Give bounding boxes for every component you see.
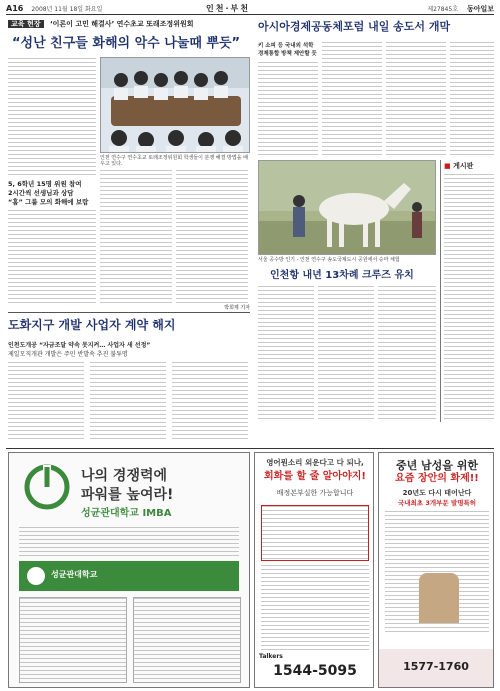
students-photo: [100, 57, 250, 153]
issue-date: 2008년 11월 18일 화요일: [31, 6, 103, 13]
article2-subheads: 키 소피 등 국내외 석학 경제통합 방책 제안할 듯: [258, 43, 317, 57]
imba-ad[interactable]: [8, 452, 250, 688]
imba-ad-schedule: [133, 597, 241, 683]
article2-body-col2: [322, 42, 382, 158]
article2-body-col1: [258, 62, 318, 158]
article4-body-col3: [172, 362, 248, 442]
power-icon: [23, 463, 71, 511]
article1-body-col1: [8, 210, 96, 305]
english-ad-phone: 1544-5095: [273, 663, 357, 679]
english-ad-line1: 영어뭔소리 외운다고 다 되나,: [266, 458, 364, 467]
article3-headline: 인천항 내년 13차례 크루즈 유치: [270, 270, 414, 281]
university-logo-icon: [27, 567, 45, 585]
article4-subhead2: 제일모직개관 개발은 주민 반발속 추진 불투명: [8, 351, 128, 358]
ad-divider: [6, 448, 494, 449]
health-ad-line1: 중년 남성을 위한: [395, 459, 479, 472]
page-header: [6, 3, 494, 15]
article1-body-col3: [176, 170, 248, 305]
imba-ad-line2: 파워를 높여라!: [81, 487, 174, 503]
health-ad-line4: 국내최초 3개부문 발명특허: [397, 499, 477, 507]
article2-headline: 아시아경제공동체포럼 내일 송도서 개막: [258, 20, 451, 33]
article1-kicker: 교육 현장 ‘이론이 고민 해결사’ 연수초교 또래조정위원회: [8, 20, 193, 28]
article3-body-col3: [378, 286, 436, 422]
imba-ad-line3: 성균관대학교 IMBA: [81, 508, 172, 519]
imba-ad-info: [19, 527, 239, 557]
page-number: A16: [6, 4, 24, 13]
article3-body-col1: [258, 286, 314, 422]
issue-number: 제27845호: [427, 6, 458, 13]
students-photo-caption: 인천 연수구 연수초교 또래조정위원회 학생들이 분쟁 해결 방법을 배우고 있다.: [100, 155, 248, 167]
horse-photo-caption: 서울 공수방 인기 - 인천 연수구 송도국제도시 공원에서 승마 체험: [258, 257, 400, 263]
english-ad-brand: Talkers: [259, 653, 283, 660]
health-ad-line3: 20년도 다시 태어난다: [402, 489, 472, 497]
health-ad-photo: [419, 573, 459, 623]
english-ad-line3: 배정본부실한 가능합니다: [276, 489, 354, 497]
article1-body-col2: [100, 170, 172, 305]
article1-headline: “성난 친구들 화해의 악수 나눌때 뿌듯”: [12, 36, 241, 51]
article1-byline: 박희제 기자: [224, 305, 250, 311]
masthead: 동아일보: [466, 4, 494, 13]
health-ad[interactable]: [378, 452, 494, 688]
english-ad-line2: 회화를 할 줄 알아야지!: [264, 471, 366, 482]
article3-body-col2: [318, 286, 374, 422]
article2-body-col3: [386, 42, 446, 158]
article1-body-intro: [8, 58, 96, 178]
health-ad-footer: [379, 649, 493, 687]
english-ad-box: [261, 505, 369, 561]
article4-subhead1: 인천도개공 “자금조달 약속 못지켜… 사업자 새 선정”: [8, 342, 151, 349]
column-body: [444, 174, 494, 422]
column-divider: [440, 160, 441, 422]
english-ad[interactable]: [254, 452, 374, 688]
article2-body-col4: [450, 42, 494, 158]
imba-ad-line1: 나의 경쟁력에: [81, 468, 168, 484]
horse-photo: [258, 160, 436, 255]
imba-ad-school: 성균관대학교: [51, 570, 98, 579]
health-ad-phone: 1577-1760: [403, 660, 469, 673]
article4-body-col1: [8, 362, 84, 442]
article1-subheads: 5, 6학년 15명 위원 참여 2시간씩 선생님과 상담 “홈” 그룹 모의 화해에 보람: [8, 180, 89, 206]
english-ad-body: [261, 565, 369, 651]
article4-headline: 도화지구 개발 사업자 계약 해지: [8, 318, 176, 332]
section-title: 인천·부천: [206, 4, 250, 13]
imba-ad-band: [19, 561, 239, 591]
article4-body-col2: [90, 362, 166, 442]
health-ad-line2: 요즘 장안의 화제!!: [395, 473, 479, 484]
imba-ad-table: [19, 597, 127, 683]
column-title: ■ 게시판: [444, 162, 474, 170]
divider: [8, 312, 250, 313]
